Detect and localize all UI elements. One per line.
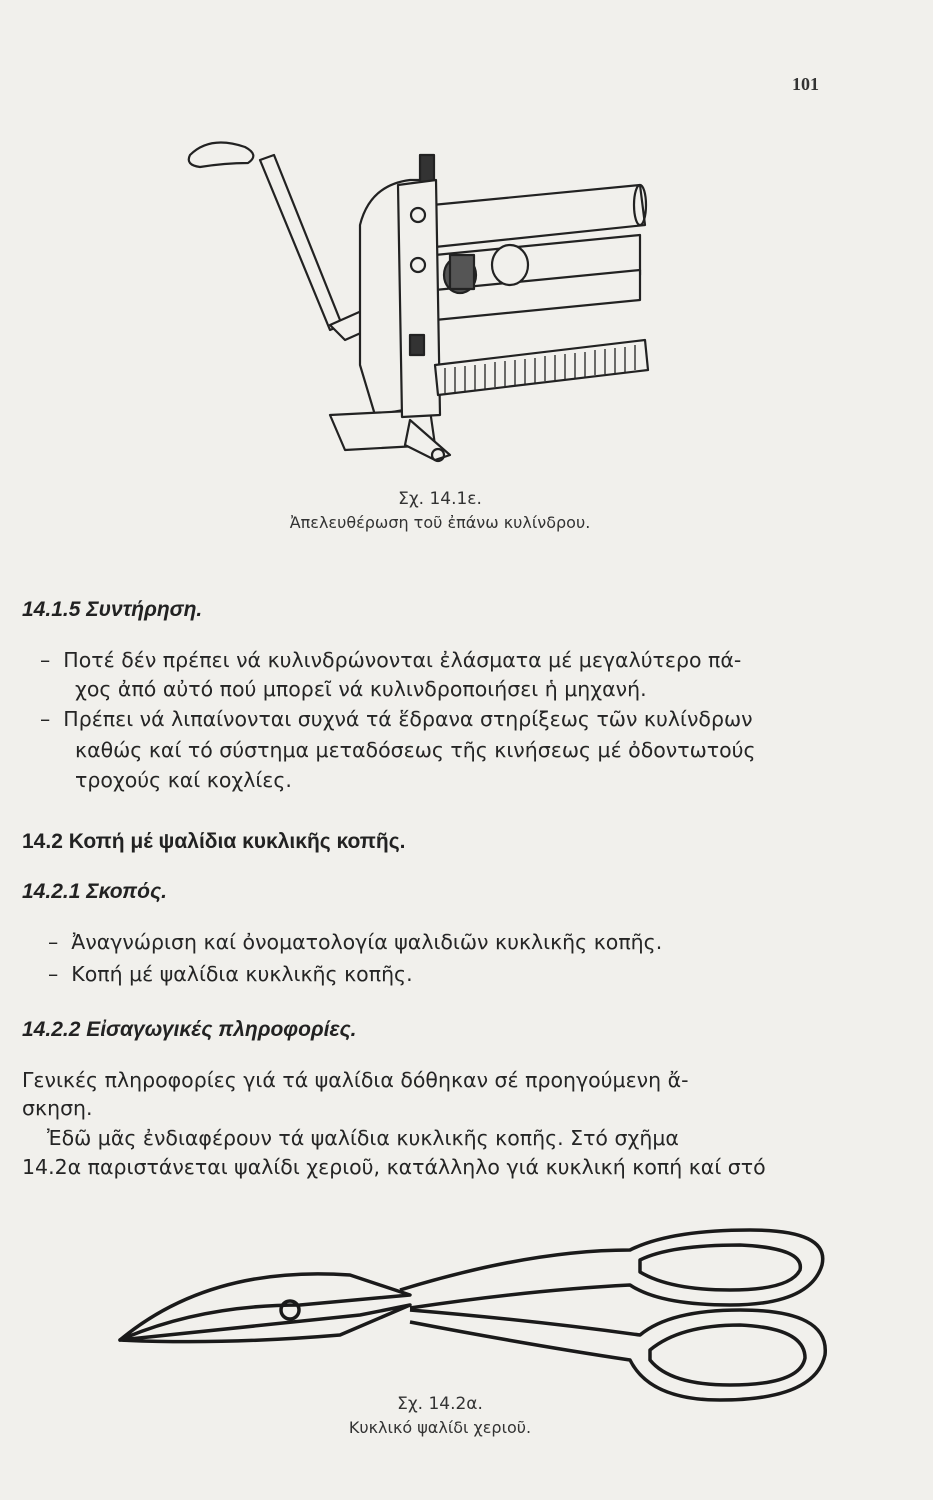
figure-2-caption: Κυκλικό ψαλίδι χεριοῦ.	[348, 1418, 532, 1437]
section-14-2-1-heading: 14.2.1 Σκοπός.	[22, 880, 167, 903]
section-14-2-2-heading: 14.2.2 Εἰσαγωγικές πληροφορίες.	[22, 1018, 357, 1041]
intro-line-4: 14.2α παριστάνεται ψαλίδι χεριοῦ, κατάλληλο γιά κυκλική κοπή καί στό	[22, 1155, 766, 1179]
page-number: 101	[792, 74, 819, 94]
intro-line-3: Ἐδῶ μᾶς ἐνδιαφέρουν τά ψαλίδια κυκλικῆς κοπῆς. Στό σχῆμα	[47, 1126, 679, 1150]
purpose-line-1: – Ἀναγνώριση καί ὀνοματολογία ψαλιδιῶν κυκλικῆς κοπῆς.	[48, 930, 663, 954]
intro-line-1: Γενικές πληροφορίες γιά τά ψαλίδια δόθηκαν σέ προηγούμενη ἄ-	[22, 1068, 689, 1092]
maintenance-line-1: – Ποτέ δέν πρέπει νά κυλινδρώνονται ἐλάσματα μέ μεγαλύτερο πά-	[40, 648, 742, 672]
section-14-2-heading: 14.2 Κοπή μέ ψαλίδια κυκλικῆς κοπῆς.	[22, 830, 406, 853]
figure-2-caption-block	[180, 1393, 700, 1439]
maintenance-line-5: τροχούς καί κοχλίες.	[75, 768, 292, 792]
intro-line-2: σκηση.	[22, 1096, 93, 1120]
maintenance-line-3: – Πρέπει νά λιπαίνονται συχνά τά ἕδρανα στηρίξεως τῶν κυλίνδρων	[40, 707, 753, 731]
maintenance-line-2: χος ἀπό αὐτό πού μπορεῖ νά κυλινδροποιήσει ἡ μηχανή.	[75, 677, 647, 701]
figure-1-label: Σχ. 14.1ε.	[398, 489, 482, 509]
roller-machine-illustration	[170, 125, 650, 475]
figure-1-caption: Ἀπελευθέρωση τοῦ ἐπάνω κυλίνδρου.	[289, 513, 591, 532]
maintenance-line-4: καθώς καί τό σύστημα μεταδόσεως τῆς κινήσεως μέ ὀδοντωτούς	[75, 738, 756, 762]
hand-scissors-illustration	[110, 1210, 840, 1410]
section-14-1-5-heading: 14.1.5 Συντήρηση.	[22, 598, 203, 621]
figure-2-label: Σχ. 14.2α.	[397, 1394, 483, 1414]
figure-1-caption-block	[180, 488, 700, 534]
purpose-line-2: – Κοπή μέ ψαλίδια κυκλικῆς κοπῆς.	[48, 962, 413, 986]
